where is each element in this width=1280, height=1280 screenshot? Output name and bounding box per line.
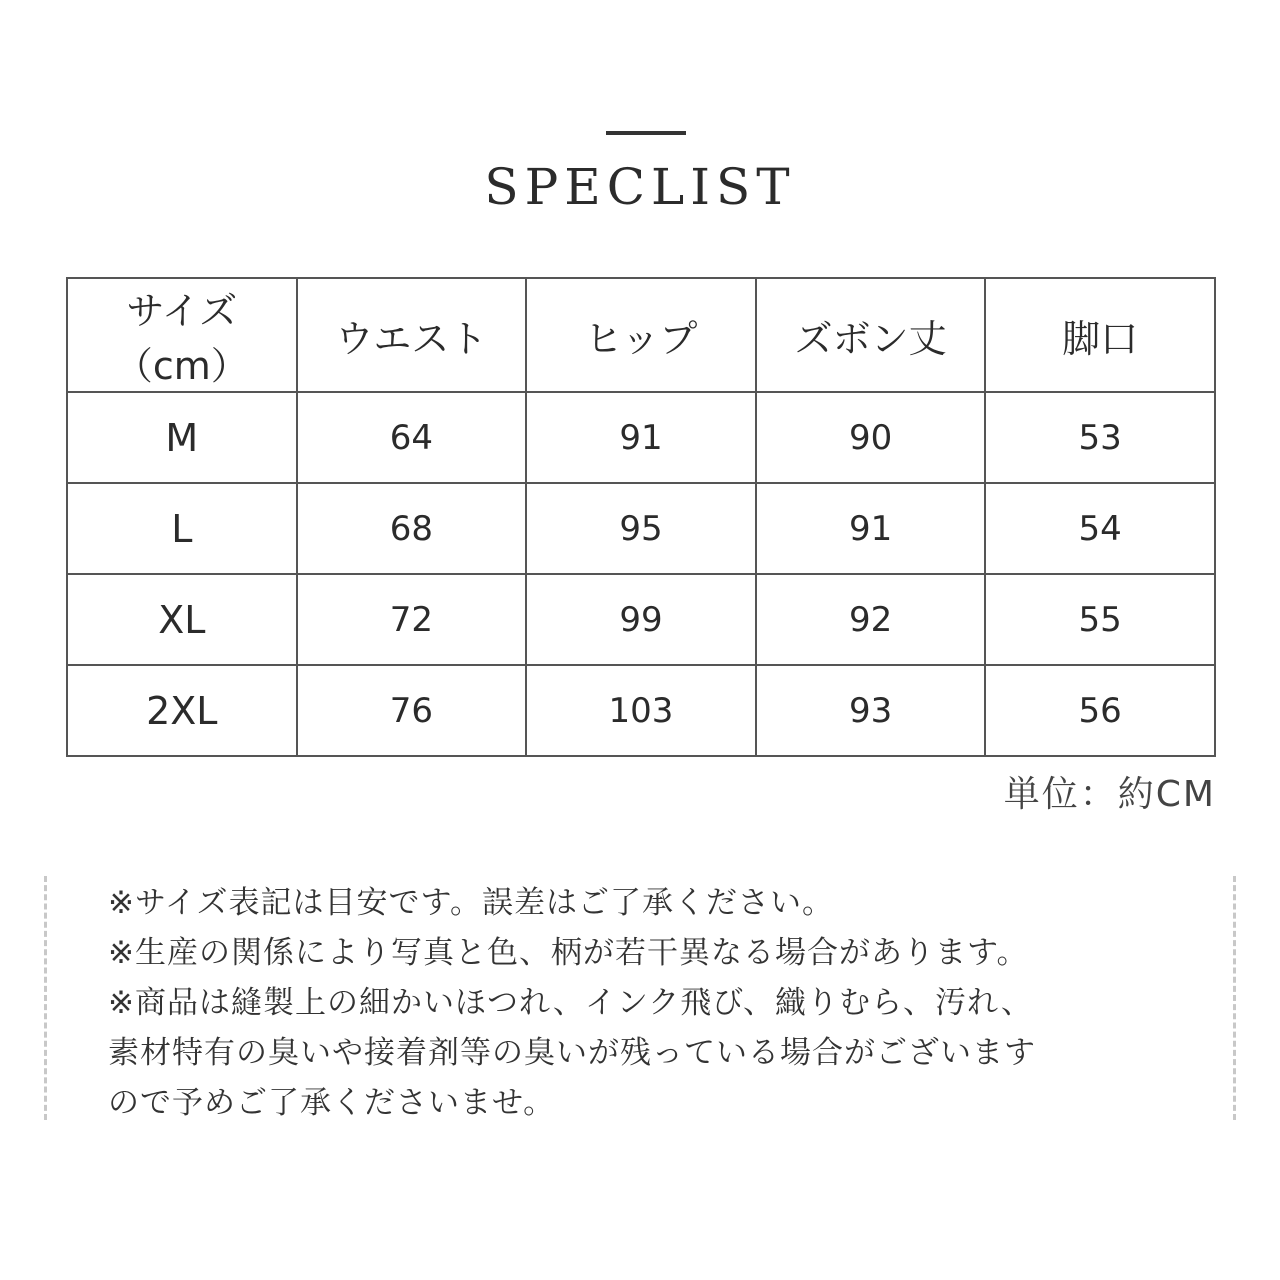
size-table bbox=[66, 277, 1216, 757]
title-rule bbox=[606, 131, 686, 135]
unit-note: 単位：約CM bbox=[1003, 774, 1216, 815]
column-header-hip: ヒップ bbox=[526, 278, 756, 392]
hip-cell: 99 bbox=[526, 574, 756, 665]
table-header-row bbox=[67, 278, 1215, 392]
hem-cell: 54 bbox=[985, 483, 1215, 574]
waist-cell: 76 bbox=[297, 665, 527, 756]
size-cell: M bbox=[67, 392, 297, 483]
size-cell: XL bbox=[67, 574, 297, 665]
note-line: ※サイズ表記は目安です。誤差はご了承ください。 bbox=[108, 885, 835, 921]
hem-cell: 56 bbox=[985, 665, 1215, 756]
table-row bbox=[67, 574, 1215, 665]
size-cell: L bbox=[67, 483, 297, 574]
waist-cell: 64 bbox=[297, 392, 527, 483]
waist-cell: 72 bbox=[297, 574, 527, 665]
length-cell: 92 bbox=[756, 574, 986, 665]
table-row bbox=[67, 665, 1215, 756]
column-header-waist: ウエスト bbox=[297, 278, 527, 392]
hem-cell: 55 bbox=[985, 574, 1215, 665]
table-row bbox=[67, 483, 1215, 574]
length-cell: 91 bbox=[756, 483, 986, 574]
note-line: ※生産の関係により写真と色、柄が若干異なる場合があります。 bbox=[108, 935, 1029, 971]
hip-cell: 91 bbox=[526, 392, 756, 483]
size-cell: 2XL bbox=[67, 665, 297, 756]
hem-cell: 53 bbox=[985, 392, 1215, 483]
note-line: 素材特有の臭いや接着剤等の臭いが残っている場合がございます bbox=[108, 1035, 1036, 1071]
hip-cell: 95 bbox=[526, 483, 756, 574]
column-header-hem: 脚口 bbox=[985, 278, 1215, 392]
note-line: ※商品は縫製上の細かいほつれ、インク飛び、織りむら、汚れ、 bbox=[108, 985, 1033, 1021]
hip-cell: 103 bbox=[526, 665, 756, 756]
page-title: SPECLIST bbox=[484, 158, 796, 216]
length-cell: 90 bbox=[756, 392, 986, 483]
length-cell: 93 bbox=[756, 665, 986, 756]
table-row bbox=[67, 392, 1215, 483]
note-line: ので予めご了承くださいませ。 bbox=[108, 1085, 556, 1121]
waist-cell: 68 bbox=[297, 483, 527, 574]
column-header-size: サイズ（cm） bbox=[67, 278, 297, 392]
notes-block bbox=[108, 878, 1218, 1128]
column-header-length: ズボン丈 bbox=[756, 278, 986, 392]
